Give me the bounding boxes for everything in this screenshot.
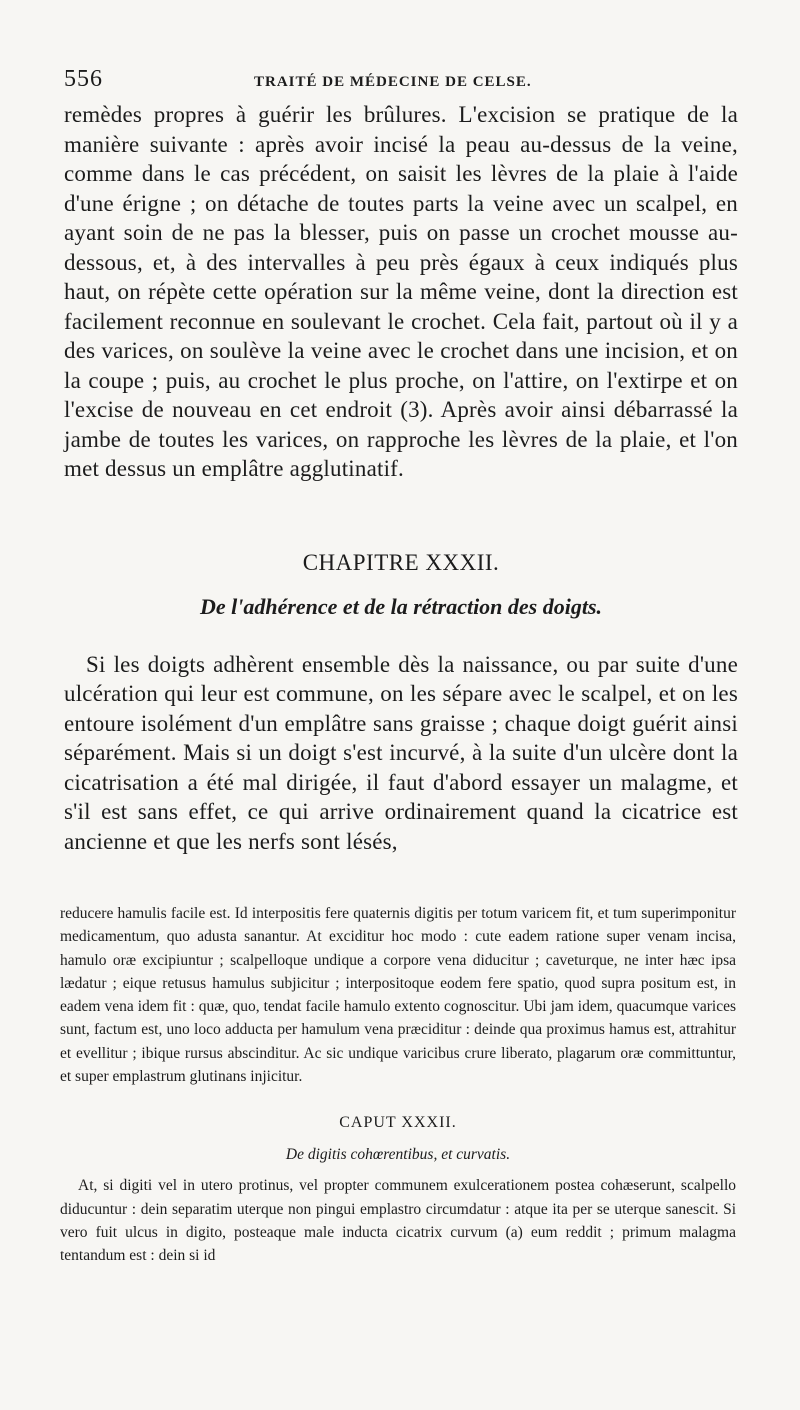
book-page xyxy=(64,60,738,856)
page-number: 556 xyxy=(64,66,103,92)
latin-original-text xyxy=(60,902,736,1268)
running-head xyxy=(64,60,738,100)
latin-chapter-title: CAPUT XXXII. xyxy=(339,1114,457,1132)
latin-paragraph-1: reducere hamulis facile est. Id interpositis fere quaternis digitis per totum varicem fit, et tum superimponitur medicamentum, quo adusta sanantur. At exciditur hoc modo : cute eadem ratione super venam incisa, hamulo oræ excipiuntur ; scalpelloque undique a corpore vena diducitur ; caveturque, ne inter hæc ipsa lædatur ; eique retusus hamulus subjicitur ; interpositoque eodem fere spatio, quod supra positum est, in eadem vena idem fit : quæ, quo, tendat facile hamulo extento cognoscitur. Ubi jam idem, quacumque varices sunt, factum est, uno loco adducta per hamulum vena præciditur : deinde qua proximus hamus est, attrahitur et evellitur ; ibique rursus abscinditur. Ac sic undique varicibus crure liberato, plagarum oræ committuntur, et super emplastrum glutinans injicitur. xyxy=(60,905,736,1086)
french-paragraph-2: Si les doigts adhèrent ensemble dès la naissance, ou par suite d'une ulcération qui leur est commune, on les sépare avec le scalpel, et on les entoure isolément d'un emplâtre sans graisse ; chaque doigt guérit ainsi séparément. Mais si un doigt s'est incurvé, à la suite d'un ulcère dont la cicatrisation a été mal dirigée, il faut d'abord essayer un malagme, et s'il est sans effet, ce qui arrive ordinairement quand la cicatrice est ancienne et que les nerfs sont lésés, xyxy=(64,651,738,854)
french-translation xyxy=(64,100,738,856)
chapter-subtitle: De l'adhérence et de la rétraction des doigts. xyxy=(199,593,603,619)
chapter-title: CHAPITRE XXXII. xyxy=(302,549,500,575)
latin-chapter-subtitle: De digitis cohœrentibus, et curvatis. xyxy=(285,1146,511,1164)
running-title: TRAITÉ DE MÉDECINE DE CELSE. xyxy=(254,74,532,90)
latin-paragraph-2: At, si digiti vel in utero protinus, vel propter communem exulcerationem postea cohæserunt, scalpello diducuntur : dein separatim uterque non pingui emplastro circumdatur : atque ita per se uterque sanescit. Si vero fuit ulcus in digito, posteaque male inducta cicatrix curvum (a) eum reddit ; primum malagma tentandum est : dein si id xyxy=(60,1177,736,1265)
french-paragraph-1: remèdes propres à guérir les brûlures. L'excision se pratique de la manière suivante : après avoir incisé la peau au-dessus de la veine, comme dans le cas précédent, on saisit les lèvres de la plaie à l'aide d'une érigne ; on détache de toutes parts la veine avec un scalpel, en ayant soin de ne pas la blesser, puis on passe un crochet mousse au-dessous, et, à des intervalles à peu près égaux à ceux indiqués plus haut, on répète cette opération sur la même veine, dont la direction est facilement reconnue en soulevant le crochet. Cela fait, partout où il y a des varices, on soulève la veine avec le crochet dans une incision, et on la coupe ; puis, au crochet le plus proche, on l'attire, on l'extirpe et on l'excise de nouveau en cet endroit (3). Après avoir ainsi débarrassé la jambe de toutes les varices, on rapproche les lèvres de la plaie, et l'on met dessus un emplâtre agglutinatif. xyxy=(64,102,738,481)
